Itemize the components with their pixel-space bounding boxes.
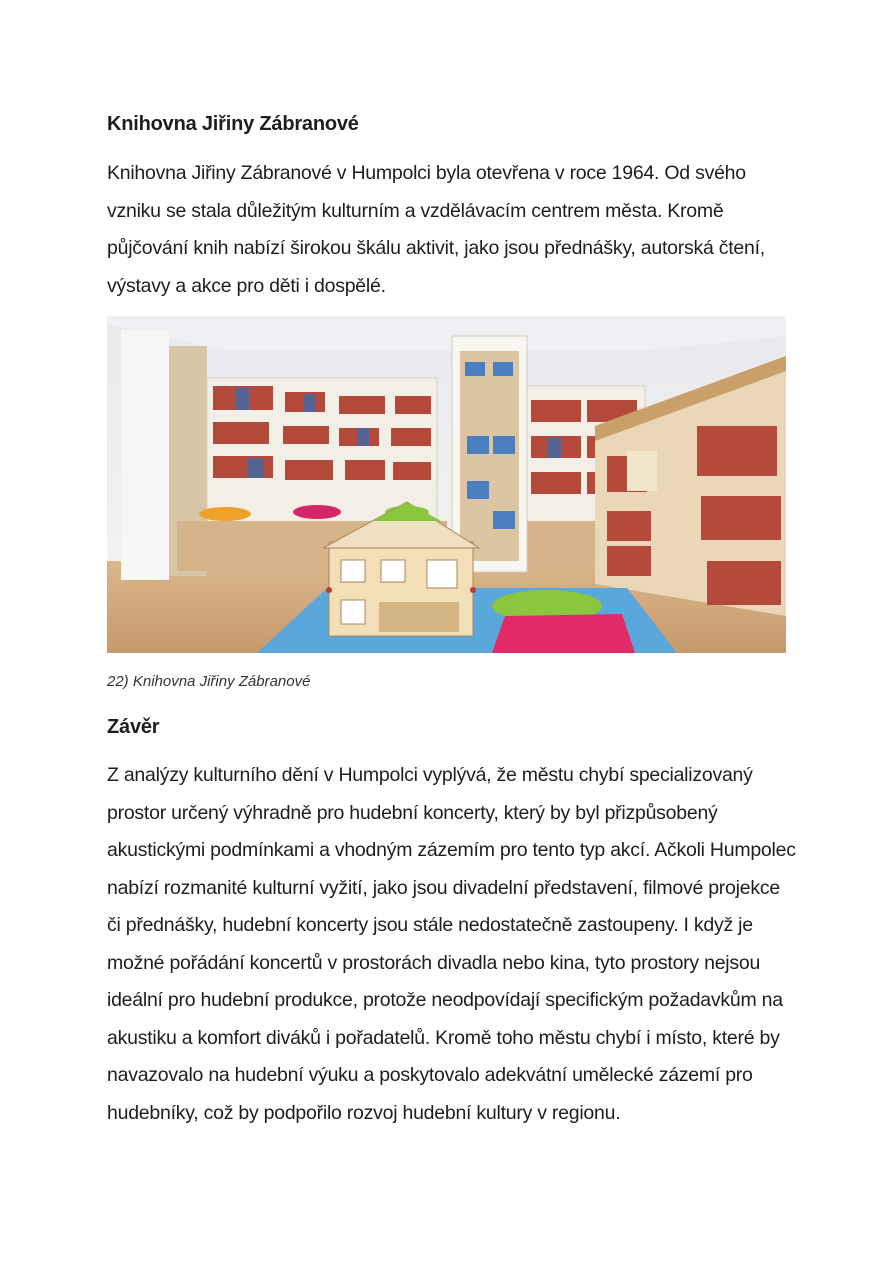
section-heading-library: Knihovna Jiřiny Zábranové <box>107 113 359 135</box>
library-paragraph: Knihovna Jiřiny Zábranové v Humpolci byla otevřena v roce 1964. Od svého vzniku se stala důležitým kulturním a vzdělávacím centrem města. Kromě půjčování knih nabízí širokou škálu aktivit, jako jsou přednášky, autorská čtení, výstavy a akce pro děti i dospělé. <box>107 162 765 297</box>
library-photo <box>107 316 786 653</box>
section-heading-conclusion: Závěr <box>107 716 160 738</box>
photo-caption: 22) Knihovna Jiřiny Zábranové <box>107 673 311 690</box>
conclusion-paragraph: Z analýzy kulturního dění v Humpolci vyplývá, že městu chybí specializovaný prostor určený výhradně pro hudební koncerty, který by byl přizpůsobený akustickými podmínkami a vhodným zázemím pro tento typ akcí. Ačkoli Humpolec nabízí rozmanité kulturní vyžití, jako jsou divadelní představení, filmové projekce či přednášky, hudební koncerty jsou stále nedostatečně zastoupeny. I když je možné pořádání koncertů v prostorách divadla nebo kina, tyto prostory nejsou ideální pro hudební produkce, protože neodpovídají specifickým požadavkům na akustiku a komfort diváků i pořadatelů. Kromě toho městu chybí i místo, které by navazovalo na hudební výuku a poskytovalo adekvátní umělecké zázemí pro hudebníky, což by podpořilo rozvoj hudební kultury v regionu. <box>107 764 796 1124</box>
